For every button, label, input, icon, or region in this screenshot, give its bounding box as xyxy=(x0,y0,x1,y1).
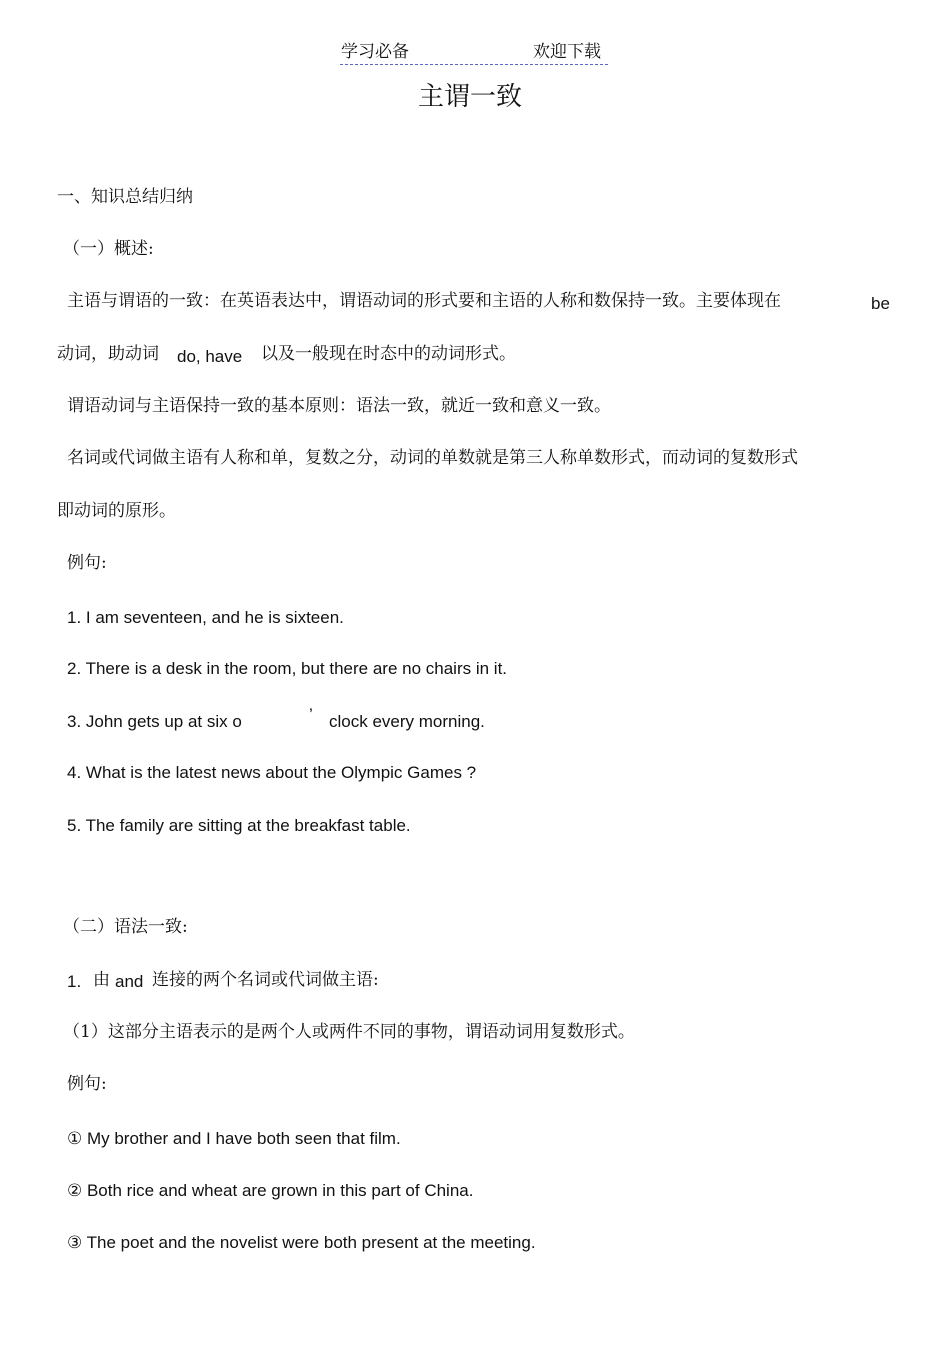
paragraph-text: 动词，助动词 xyxy=(57,344,159,364)
list-item-text: 由 xyxy=(93,970,110,990)
subsection-heading-grammar: （二）语法一致: xyxy=(63,917,188,937)
example-sentence: 2. There is a desk in the room, but there are no chairs in it. xyxy=(67,659,508,678)
list-item-text: 连接的两个名词或代词做主语: xyxy=(152,970,379,990)
paragraph-text: 以及一般现在时态中的动词形式。 xyxy=(261,344,516,364)
paragraph-text: 即动词的原形。 xyxy=(57,501,176,521)
list-item-text-en: and xyxy=(115,972,144,991)
page-title: 主谓一致 xyxy=(418,82,523,112)
section-heading: 一、知识总结归纳 xyxy=(57,187,193,207)
examples-label: 例句: xyxy=(67,553,107,573)
example-sentence: 5. The family are sitting at the breakfast table. xyxy=(67,816,411,835)
example-sentence: 1. I am seventeen, and he is sixteen. xyxy=(67,608,344,627)
examples-label: 例句: xyxy=(67,1074,107,1094)
paragraph-text-en: do, have xyxy=(177,347,243,366)
header-right-text: 欢迎下载 xyxy=(533,42,601,62)
paragraph-text: 主语与谓语的一致：在英语表达中，谓语动词的形式要和主语的人称和数保持一致。主要体现在 xyxy=(67,291,781,311)
header-divider xyxy=(340,64,608,65)
subsection-heading-overview: （一）概述: xyxy=(63,239,154,259)
example-sentence: 3. John gets up at six o xyxy=(67,712,242,731)
paragraph-text: 谓语动词与主语保持一致的基本原则：语法一致，就近一致和意义一致。 xyxy=(67,396,611,416)
paragraph-text-en: be xyxy=(871,294,890,313)
example-sentence: ① My brother and I have both seen that film. xyxy=(67,1129,401,1148)
example-sentence: ③ The poet and the novelist were both present at the meeting. xyxy=(67,1233,536,1252)
example-sentence: clock every morning. xyxy=(329,712,485,731)
header-left-text: 学习必备 xyxy=(341,42,409,62)
list-item-number: 1. xyxy=(67,972,82,991)
paragraph-text: 名词或代词做主语有人称和单，复数之分，动词的单数就是第三人称单数形式，而动词的复数形式 xyxy=(67,448,798,468)
example-sentence: ② Both rice and wheat are grown in this part of China. xyxy=(67,1181,474,1200)
rule-text: （1）这部分主语表示的是两个人或两件不同的事物，谓语动词用复数形式。 xyxy=(63,1022,635,1042)
example-sentence: 4. What is the latest news about the Olympic Games ? xyxy=(67,763,477,782)
example-apostrophe: ’ xyxy=(309,705,313,724)
